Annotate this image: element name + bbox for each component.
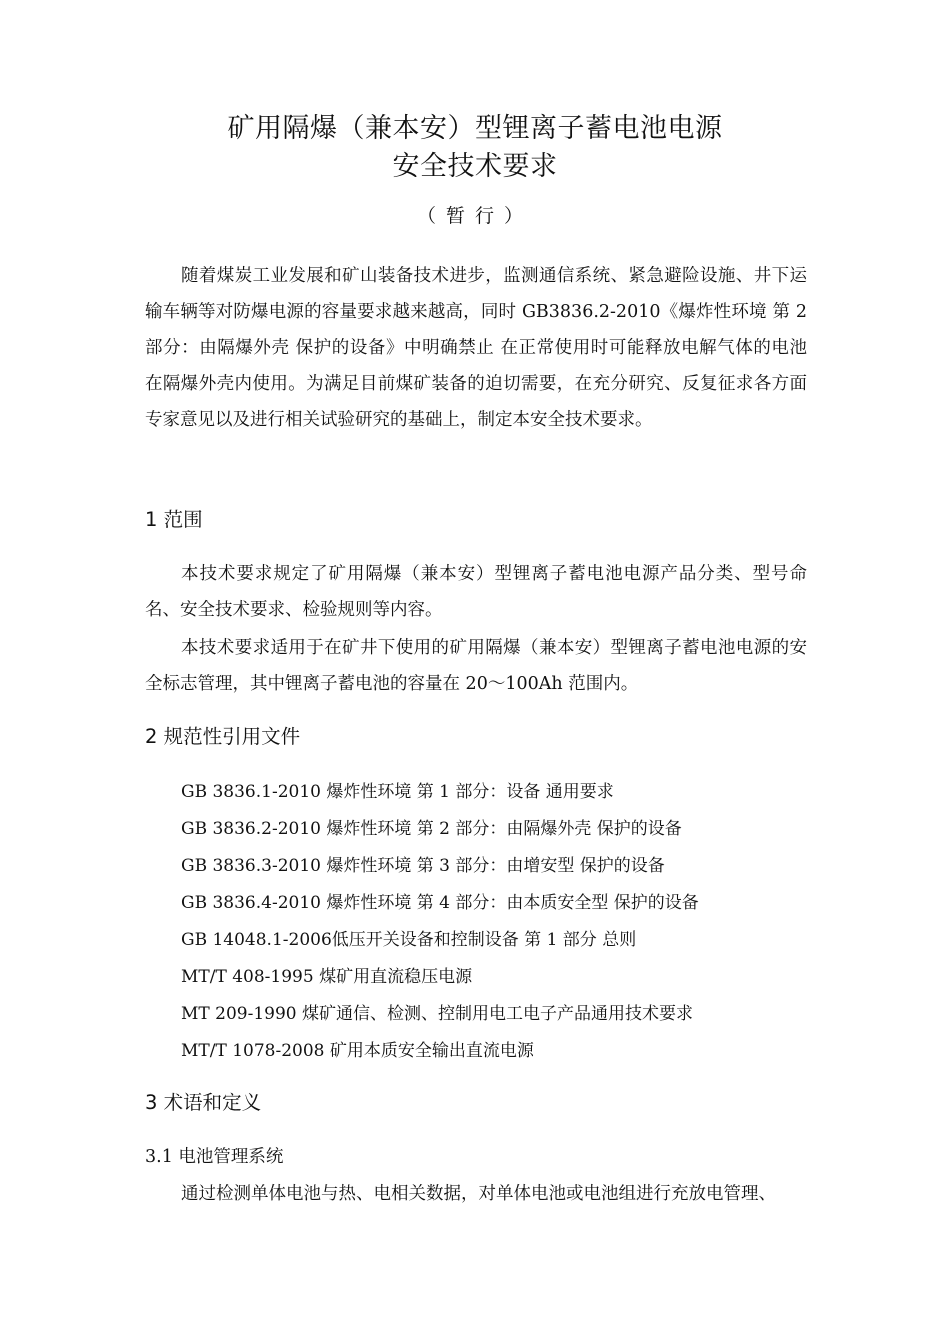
scope-paragraph-1: 本技术要求规定了矿用隔爆（兼本安）型锂离子蓄电池电源产品分类、型号命名、安全技术要求、检验规则等内容。 (145, 564, 807, 620)
document-title-line1: 矿用隔爆（兼本安）型锂离子蓄电池电源 (227, 113, 723, 144)
reference-item: GB 3836.1-2010 爆炸性环境 第 1 部分：设备 通用要求 (181, 782, 614, 802)
section-heading-references: 2 规范性引用文件 (145, 725, 301, 748)
document-title-line2: 安全技术要求 (392, 151, 558, 182)
document-subtitle: （暂行） (416, 205, 533, 227)
reference-item: MT 209-1990 煤矿通信、检测、控制用电工电子产品通用技术要求 (181, 1004, 694, 1024)
reference-item: MT/T 1078-2008 矿用本质安全输出直流电源 (181, 1041, 534, 1061)
scope-paragraph-2: 本技术要求适用于在矿井下使用的矿用隔爆（兼本安）型锂离子蓄电池电源的安全标志管理，其中锂离子蓄电池的容量在 20～100Ah 范围内。 (145, 638, 807, 694)
section-heading-terms: 3 术语和定义 (145, 1091, 262, 1114)
reference-item: GB 3836.2-2010 爆炸性环境 第 2 部分：由隔爆外壳 保护的设备 (181, 819, 682, 839)
section-heading-scope: 1 范围 (145, 508, 203, 531)
definition-paragraph-bms: 通过检测单体电池与热、电相关数据，对单体电池或电池组进行充放电管理、 (181, 1184, 776, 1204)
subsection-heading-bms: 3.1 电池管理系统 (145, 1147, 284, 1167)
reference-item: GB 3836.3-2010 爆炸性环境 第 3 部分：由增安型 保护的设备 (181, 856, 665, 876)
reference-item: GB 14048.1-2006低压开关设备和控制设备 第 1 部分 总则 (181, 930, 637, 950)
intro-paragraph: 随着煤炭工业发展和矿山装备技术进步，监测通信系统、紧急避险设施、井下运输车辆等对防爆电源的容量要求越来越高，同时 GB3836.2-2010《爆炸性环境 第 2 部分：由隔爆外壳 保护的设备》中明确禁止 在正常使用时可能释放电解气体的电池 在隔爆外壳内使用。为满足目前煤矿装备的迫切需要，在充分研究、反复征求各方面专家意见以及进行相关试验研究的基础上，制定本安全技术要求。 (145, 266, 807, 430)
reference-item: GB 3836.4-2010 爆炸性环境 第 4 部分：由本质安全型 保护的设备 (181, 893, 699, 913)
reference-list (181, 774, 699, 1070)
reference-item: MT/T 408-1995 煤矿用直流稳压电源 (181, 967, 473, 987)
